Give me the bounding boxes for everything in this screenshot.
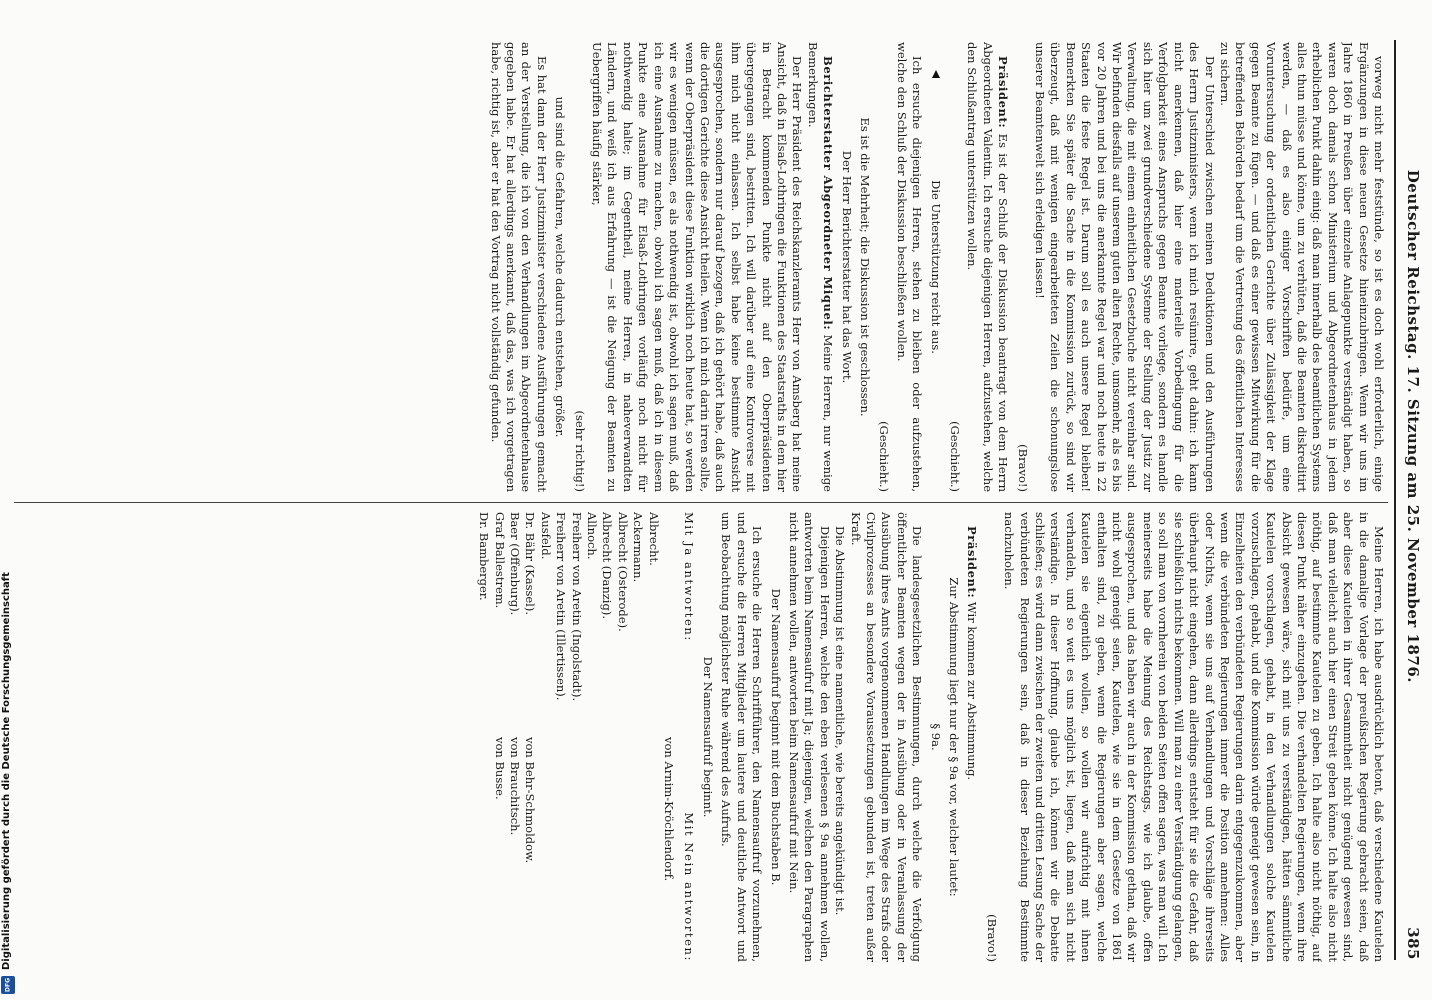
column-divider bbox=[14, 502, 1388, 503]
vote-row bbox=[568, 512, 583, 962]
vote-yes-name: Ausfeld. bbox=[538, 512, 553, 560]
vote-no-name bbox=[553, 737, 568, 962]
speaker-name: Präsident: bbox=[996, 56, 1011, 129]
interjection: (Geschieht.) bbox=[877, 421, 892, 492]
page-title: Deutscher Reichstag. 17. Sitzung am 25. November 1876. bbox=[1404, 169, 1422, 684]
vote-row bbox=[645, 512, 660, 962]
vote-no-name bbox=[584, 737, 599, 962]
vote-row bbox=[599, 512, 614, 962]
vote-no-name: von Behr-Schmoldow. bbox=[523, 737, 538, 864]
vote-no-name bbox=[599, 737, 614, 962]
short-line: Der Herr Berichterstatter hat das Wort. bbox=[839, 150, 854, 384]
vote-no-name: von Busse. bbox=[492, 737, 507, 800]
vote-headers bbox=[680, 512, 695, 962]
right-column bbox=[14, 512, 1386, 962]
no-header: Mit Nein antworten: bbox=[681, 812, 696, 962]
dfg-logo: DFG bbox=[1, 976, 15, 994]
paragraph: Diejenigen Herren, welche den eben verlesenen § 9a annehmen wollen, antworten beim Namensaufruf mit Ja; diejenigen, welchen den Paragraphen nicht annehmen wollen, antworten beim Namensaufruf mit Nein. bbox=[786, 512, 832, 962]
vote-rows bbox=[476, 512, 661, 962]
vote-yes-name: Freiherr von Aretin (Ingolstadt). bbox=[569, 512, 584, 702]
credit-text: Digitalisierung gefördert durch die Deutsche Forschungsgemeinschaft bbox=[1, 572, 12, 970]
paragraph: Die Abstimmung ist eine namentliche, wie bereits angekündigt ist. bbox=[833, 526, 848, 916]
interjection: (sehr richtig!) bbox=[572, 410, 587, 492]
vote-yes-name: Baer (Offenburg). bbox=[508, 512, 523, 616]
speaker-paragraph: Präsident: Wir kommen zur Abstimmung. bbox=[965, 526, 980, 781]
vote-row bbox=[537, 512, 552, 962]
paragraph: Ich ersuche diejenigen Herren, stehen zu bleiben oder aufzustehen, welche den Schluß der Diskussion beschließen wollen. bbox=[894, 42, 925, 492]
short-line: Zur Abstimmung liegt nur der § 9a vor, welcher lautet: bbox=[947, 577, 962, 897]
left-column bbox=[14, 42, 1386, 492]
paragraph: Ich ersuche die Herren Schriftführer, den Namensaufruf vorzunehmen, und ersuche die Herren Mitglieder um lautere und deutliche Antwort und um Beobachtung möglichster Ruhe während des Aufrufs. bbox=[719, 512, 765, 962]
vote-yes-name: Freiherr von Aretin (Illertissen). bbox=[554, 512, 569, 701]
roll-call-vote bbox=[476, 512, 696, 962]
page-number: 385 bbox=[1404, 927, 1422, 960]
vote-row bbox=[553, 512, 568, 962]
vote-yes-name: Graf Ballestrem. bbox=[492, 512, 507, 609]
page-header bbox=[1398, 40, 1422, 960]
paragraph: Es hat dann der Herr Justizminister verschiedene Ausführungen gemacht an der Verstellung, die ich von den Verhandlungen im Abgeordnetenhause gegeben habe. Er hat allerdings anerkannt, daß das, was ich vorgetragen habe, richtig ist, aber er hat den Vortrag nicht vollständig gefunden. bbox=[488, 42, 549, 492]
paragraph: vorweg nicht mehr feststünde, so ist es doch wohl erforderlich, einige Ergänzungen in diese neuen Gesetze hineinzubringen. Wenn wir uns im Jahre 1860 in Preußen über einzelne Anlagepunkte verständigt haben, so waren doch damals schon Ministerium und Abgeordnetenhaus in jedem erheblichen Punkt dahin einig: daß man innerhalb des beamtlichen Systems alles thun müsse und könne, um zu verhüten, daß die Beamten diskreditirt werden, — daß es also einiger Vorschriften bedürfe, um eine Voruntersuchung der ordentlichen Gerichte über Zulässigkeit der Klage gegen Beamte zu fügen. — und daß es einer gewissen Mitwirkung für die betreffenden Behörden bedarf um die Vertretung des öffentlichen Interesses zu sichern. bbox=[1217, 42, 1386, 492]
vote-yes-name: Albrecht (Osterode). bbox=[615, 512, 630, 632]
short-line: Der Namensaufruf beginnt mit dem Buchstaben B. bbox=[768, 588, 783, 886]
speaker-name: Berichterstatter Abgeordneter Miquel: bbox=[821, 56, 836, 331]
short-line: § 9a. bbox=[928, 723, 943, 751]
vote-row bbox=[476, 512, 491, 962]
speaker-paragraph: Präsident: Es ist der Schluß der Diskussion beantragt von dem Herrn Abgeordneten Valentin. Ich ersuche diejenigen Herren, aufzustehen, welche den Schlußantrag unterstützen wollen. bbox=[965, 42, 1011, 492]
vote-yes-name: Allnoch. bbox=[585, 512, 600, 560]
vote-row bbox=[522, 512, 537, 962]
vote-yes-name: Albrecht (Danzig). bbox=[600, 512, 615, 619]
vote-yes-name: Albrecht. bbox=[646, 512, 661, 566]
speaker-name: Präsident: bbox=[965, 526, 980, 599]
vote-no-name bbox=[645, 737, 660, 962]
short-line: Der Namensaufruf beginnt. bbox=[700, 656, 715, 818]
vote-no-name bbox=[615, 737, 630, 962]
paragraph: Die landesgesetzlichen Bestimmungen, durch welche die Verfolgung öffentlicher Beamten wegen der in Ausübung oder in Veranlassung der Ausübung ihres Amts vorgenommenen Handlungen im Wege des Strafs oder Civilprozesses an besondere Voraussetzungen gebunden ist, treten außer Kraft. bbox=[848, 512, 925, 962]
vote-row bbox=[507, 512, 522, 962]
vote-no-name bbox=[568, 737, 583, 962]
short-line: Die Unterstützung reicht aus. bbox=[928, 180, 943, 354]
vote-no-name: von Arnim-Kröchlendorf. bbox=[662, 737, 677, 882]
paragraph: Der Herr Präsident des Reichskanzleramts Herr von Amsberg hat meine Ansicht, daß in Elsaß-Lothringen die Funktionen des Staatsraths in dem hier in Betracht kommenden Punkte nicht auf den Oberpräsidenten übergegangen sind, bestritten. Ich will darüber auf eine Kontroverse mit ihm mich nicht einlassen. Ich selbst habe keine bestimmte Ansicht ausgesprochen, sondern nur darauf bezogen, daß ich gehört habe, daß auch die dortigen Gerichte diese Ansicht theilen. Wenn ich mich darin irren sollte, wenn der Oberpräsident diese Funktion wirklich noch heute hat, so werden wir es wenigen müssen, es als nothwendig ist, obwohl ich sagen muß, daß ich eine Ausnahme zu machen, obwohl ich sagen muß, daß ich in diesem Punkte eine Ausnahme für Elsaß-Lothringen vorläufig noch nicht für nothwendig halte; im Gegentheil, meine Herren, in naheverwandten Ländern, und weiß ich aus Erfahrung — ist die Neigung der Beamten zu Uebergriffen häufig stärker, bbox=[590, 42, 805, 492]
vote-row-first bbox=[661, 512, 676, 962]
vote-no-name bbox=[476, 737, 491, 962]
vote-yes-name: Dr. Bähr (Kassel). bbox=[523, 512, 538, 615]
vote-no-name bbox=[537, 737, 552, 962]
vote-no-name: von Brauchitsch. bbox=[508, 737, 523, 836]
header-rule bbox=[1394, 40, 1396, 960]
vote-no-name bbox=[630, 737, 645, 962]
vote-row bbox=[615, 512, 630, 962]
yes-header: Mit Ja antworten: bbox=[681, 512, 696, 642]
vote-row bbox=[584, 512, 599, 962]
vote-yes-name: Dr. Bamberger. bbox=[477, 512, 492, 601]
interjection: (Bravo!) bbox=[984, 914, 999, 962]
speaker-paragraph: Berichterstatter Abgeordneter Miquel: Meine Herren, nur wenige Bemerkungen. bbox=[805, 42, 836, 492]
short-line: Es ist die Mehrheit; die Diskussion ist geschlossen. bbox=[858, 117, 872, 417]
interjection: (Geschieht.) bbox=[948, 421, 963, 492]
interjection: (Bravo!) bbox=[1015, 444, 1030, 492]
digitization-credit bbox=[0, 0, 16, 1000]
vote-row bbox=[630, 512, 645, 962]
right-column-paragraphs bbox=[700, 512, 1386, 962]
short-line: und sind die Gefahren, welche dadurch entstehen, größer. bbox=[553, 96, 568, 438]
paragraph: Meine Herren, ich habe ausdrücklich betont, daß verschiedene Kautelen in die damalige Vorlage der preußischen Regierung gebracht seien, daß aber diese Kautelen in ihrer Gesammtheit nicht genügend gewesen sind, daß man vielleicht auch hier einen Streit geben könne. Ich halte also nicht nöthig, auf bestimmte Kautelen zu geben. Ich halte also nicht nöthig, auf diesen Punkt näher einzugehen. Die verhandelten Regierungen, wenn ihre Absicht gewesen wäre, sich mit uns zu verständigen, hätten sämmtliche Kautelen vorschlagen, gehabt, in den Verhandlungen solche Kautelen vorzuschlagen, gehabt, und die Kommission würde geneigt gewesen sein, in Einzelheiten den verbündeten Regierungen darin entgegenzukommen, aber wenn die verbündeten Regierungen immer die Position annehmen: Alles oder Nichts, wenn sie uns auf Verhandlungen und Vorschläge ihrerseits überhaupt nicht eingehen, dann allerdings entsteht für sie die Gefahr, daß sie schließlich nichts bekommen. Will man zu einer Verständigung gelangen, so soll man von vornherein von beiden Seiten offen sagen, was man will. Ich meinerseits habe die Meinung des Reichstags, wie ich glaube, offen ausgesprochen, und das haben wir auch in der Kommission gethan, daß wir nicht wohl geneigt seien, Kautelen, wie sie in dem Gesetze von 1861 enthalten sind, zu geben, wenn die Regierungen aber sagen, welche Kautelen sie eigentlich wollen, so wollen wir aufrichtig mit ihnen verhandeln, und so weit es uns möglich ist, liegen, daß man sich nicht verständige. In dieser Hoffnung, glaube ich, können wir die Debatte schließen; es wird dann zwischen der zweiten und dritten Lesung Sache der verbündeten Regierungen sein, daß in dieser Beziehung Bestimmte nachzuholen. bbox=[1002, 512, 1386, 962]
vote-yes-name: Ackermann. bbox=[631, 512, 646, 583]
vote-row bbox=[491, 512, 506, 962]
paragraph: Der Unterschied zwischen meinen Deduktionen und den Ausführungen des Herrn Justizministers, wenn ich mich resümire, geht dahin: ich kann nicht anerkennen, daß hier eine materielle Vorbedingung für die Verfolgbarkeit eines Anspruchs gegen Beamte vorliege, sondern es handle sich hier um zwei grundverschiedene Systeme der Stellung der Justiz zur Verwaltung, die mit einem einheitlichen Gesetzbuche nicht vereinbar sind. Wir befinden diesfalls auf unserem guten alten Rechte, umsomehr, als es bis vor 20 Jahren und bei uns die anerkannte Regel war und noch heute in 22 Staaten die feste Regel ist. Darum soll es auch unsere Regel bleiben! Bemerkten Sie später die Sache in die Kommission zurück, so sind wir überzeugt, daß mit wenigen eingearbeiteten Zeilen die schonungslose unserer Beamtenwelt sich erledigen lassen! bbox=[1033, 42, 1217, 492]
